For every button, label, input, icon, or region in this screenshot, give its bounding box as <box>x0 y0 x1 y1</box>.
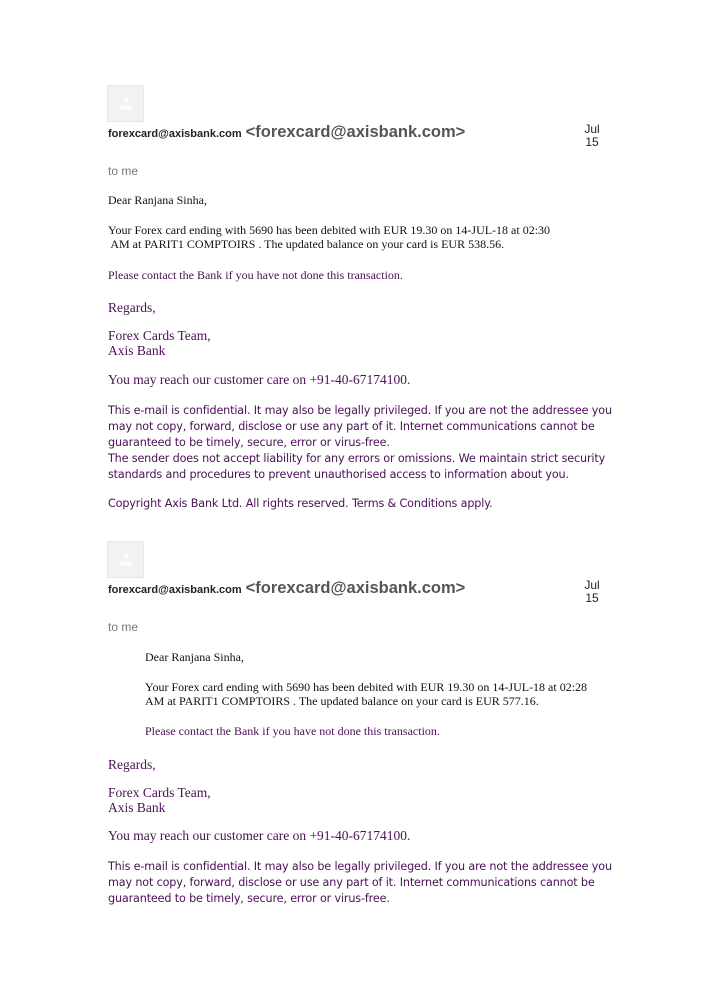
recipient-label[interactable]: to me <box>108 620 139 634</box>
avatar-person-icon <box>123 553 129 559</box>
confidentiality-notice <box>108 859 612 907</box>
sender-name[interactable]: forexcard@axisbank.com <box>108 128 242 140</box>
date-month: Jul <box>584 578 600 592</box>
avatar-person-icon <box>123 97 129 103</box>
message-date <box>574 123 610 149</box>
sender-avatar[interactable] <box>107 541 144 578</box>
greeting: Dear Ranjana Sinha, <box>145 650 244 664</box>
confidentiality-line: guaranteed to be timely, secure, error or virus-free. <box>108 892 390 905</box>
transaction-line: Your Forex card ending with 5690 has been debited with EUR 19.30 on 14-JUL-18 at 02:30 <box>108 223 551 237</box>
transaction-line: Your Forex card ending with 5690 has been debited with EUR 19.30 on 14-JUL-18 at 02:28 <box>145 680 588 694</box>
confidentiality-line: This e-mail is confidential. It may also be legally privileged. If you are not the addressee you <box>108 404 612 417</box>
signature-bank: Axis Bank <box>108 343 166 358</box>
signature <box>108 328 211 358</box>
copyright-notice: Copyright Axis Bank Ltd. All rights reserved. Terms & Conditions apply. <box>108 497 493 510</box>
regards: Regards, <box>108 300 156 315</box>
sender-avatar[interactable] <box>107 85 144 122</box>
signature-team: Forex Cards Team, <box>108 785 211 800</box>
date-day: 15 <box>585 135 599 149</box>
contact-notice: Please contact the Bank if you have not done this transaction. <box>145 724 440 738</box>
transaction-line: AM at PARIT1 COMPTOIRS . The updated balance on your card is EUR 538.56. <box>108 237 505 251</box>
sender-email: <forexcard@axisbank.com> <box>245 123 466 141</box>
confidentiality-line: may not copy, forward, disclose or use any part of it. Internet communications cannot be <box>108 420 595 433</box>
date-day: 15 <box>585 591 599 605</box>
signature-bank: Axis Bank <box>108 800 166 815</box>
greeting: Dear Ranjana Sinha, <box>108 193 207 207</box>
transaction-line: AM at PARIT1 COMPTOIRS . The updated balance on your card is EUR 577.16. <box>145 694 539 708</box>
sender-name[interactable]: forexcard@axisbank.com <box>108 584 242 596</box>
customer-care: You may reach our customer care on +91-40-67174100. <box>108 828 411 843</box>
date-month: Jul <box>584 122 600 136</box>
confidentiality-line: This e-mail is confidential. It may also be legally privileged. If you are not the addressee you <box>108 860 612 873</box>
avatar-person-body <box>120 105 132 110</box>
liability-line: standards and procedures to prevent unauthorised access to information about you. <box>108 468 569 481</box>
sender-line <box>108 579 465 598</box>
recipient-label[interactable]: to me <box>108 164 139 178</box>
message-date <box>574 579 610 605</box>
signature <box>108 785 211 815</box>
confidentiality-line: may not copy, forward, disclose or use any part of it. Internet communications cannot be <box>108 876 595 889</box>
confidentiality-line: guaranteed to be timely, secure, error or virus-free. <box>108 436 390 449</box>
signature-team: Forex Cards Team, <box>108 328 211 343</box>
customer-care: You may reach our customer care on +91-40-67174100. <box>108 372 411 387</box>
regards: Regards, <box>108 757 156 772</box>
liability-notice <box>108 451 605 483</box>
contact-notice: Please contact the Bank if you have not done this transaction. <box>108 268 403 282</box>
transaction-details <box>145 680 587 708</box>
avatar-person-body <box>120 561 132 566</box>
transaction-details <box>108 223 550 251</box>
sender-line <box>108 123 465 142</box>
confidentiality-notice <box>108 403 612 451</box>
liability-line: The sender does not accept liability for any errors or omissions. We maintain strict security <box>108 452 606 465</box>
sender-email: <forexcard@axisbank.com> <box>245 579 466 597</box>
